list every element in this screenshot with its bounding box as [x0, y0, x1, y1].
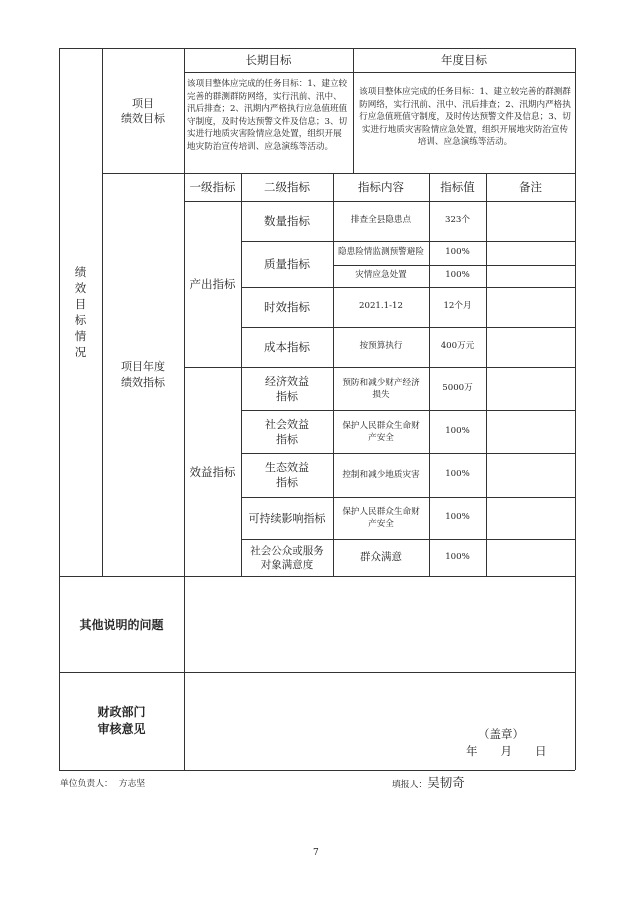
page-number: 7 — [313, 848, 319, 858]
perf-char-4: 标 — [74, 313, 87, 327]
content-timeliness: 2021.1-12 — [359, 301, 403, 312]
annual-header: 年度目标 — [441, 53, 487, 67]
annual-indicator-label: 项目年度 绩效指标 — [121, 359, 165, 389]
benefit-indicator-label: 效益指标 — [189, 464, 236, 479]
value-satisfaction: 100% — [445, 551, 470, 562]
annual-text: 该项目整体应完成的任务目标：1、建立较完善的群测群防网络，实行汛前、汛中、汛后排查；2、汛期内严格执行应急值班值守制度，及时传达预警文件及信息；3、切实进行地质灾害险情应急处置，组织开展地灾防治宣传培训、应急演练等活动。 — [359, 87, 571, 148]
perf-char-2: 效 — [74, 281, 87, 295]
unit-leader-label: 单位负责人： — [60, 779, 113, 789]
perf-section-label — [59, 48, 102, 576]
header-level2: 二级指标 — [264, 180, 310, 194]
unit-leader-name: 方志坚 — [118, 779, 146, 789]
value-cost: 400万元 — [440, 341, 475, 352]
content-satisfaction: 群众满意 — [360, 551, 402, 563]
level2-satisfaction: 社会公众或服务 对象满意度 — [250, 544, 324, 571]
level2-cost: 成本指标 — [264, 340, 310, 354]
long-term-header: 长期目标 — [245, 53, 292, 67]
perf-char-5: 情 — [74, 329, 87, 343]
content-sustainable: 保护人民群众生命财产安全 — [342, 507, 420, 529]
other-issues-label: 其他说明的问题 — [79, 617, 164, 632]
header-level1: 一级指标 — [189, 180, 236, 194]
value-social: 100% — [445, 425, 470, 436]
project-goal-label: 项目 绩效目标 — [121, 96, 165, 125]
header-value: 指标值 — [440, 180, 475, 194]
filler — [392, 777, 465, 791]
value-economic: 5000万 — [442, 382, 473, 393]
content-quantity: 排查全县隐患点 — [350, 215, 412, 226]
date-text: 年 月 日 — [466, 744, 547, 758]
value-ecological: 100% — [445, 469, 470, 480]
perf-char-1: 绩 — [74, 265, 87, 279]
output-indicator-label: 产出指标 — [189, 277, 236, 291]
finance-review-label: 财政部门 审核意见 — [97, 705, 146, 736]
content-cost: 按预算执行 — [359, 341, 403, 352]
level2-ecological: 生态效益 指标 — [265, 461, 309, 489]
unit-leader — [60, 778, 145, 790]
content-quality-2: 灾情应急处置 — [355, 270, 407, 281]
level2-social: 社会效益 指标 — [265, 417, 309, 446]
level2-sustainable: 可持续影响指标 — [248, 511, 326, 525]
perf-char-3: 目 — [74, 297, 87, 311]
filler-label: 填报人： — [392, 780, 428, 790]
value-timeliness: 12个月 — [443, 301, 472, 312]
level2-quantity: 数量指标 — [264, 214, 310, 228]
perf-char-6: 况 — [74, 345, 87, 359]
content-social: 保护人民群众生命财产安全 — [342, 420, 420, 443]
value-quantity: 323个 — [445, 215, 470, 226]
header-content: 指标内容 — [358, 180, 404, 194]
level2-economic: 经济效益 指标 — [265, 374, 309, 403]
content-ecological: 控制和减少地质灾害 — [342, 470, 420, 480]
value-quality-1: 100% — [445, 247, 470, 258]
content-quality-1: 隐患险情监测预警避险 — [338, 247, 424, 258]
level2-quality: 质量指标 — [264, 257, 310, 271]
header-remark: 备注 — [519, 180, 542, 194]
content-economic: 预防和减少财产经济损失 — [342, 377, 420, 400]
value-sustainable: 100% — [445, 512, 470, 523]
other-issues-content — [185, 577, 574, 671]
filler-name: 吴韧奇 — [427, 775, 465, 790]
level2-timeliness: 时效指标 — [264, 300, 310, 314]
value-quality-2: 100% — [445, 270, 470, 281]
long-term-text: 该项目整体应完成的任务目标：1、建立较完善的群测群防网络，实行汛前、汛中、汛后排查；2、汛期内严格执行应急值班值守制度，及时传达预警文件及信息；3、切实进行地质灾害险情应急处置，组织开展地灾防治宣传培训、应急演练等活动。 — [187, 79, 348, 152]
seal-text: （盖章） — [478, 727, 524, 741]
